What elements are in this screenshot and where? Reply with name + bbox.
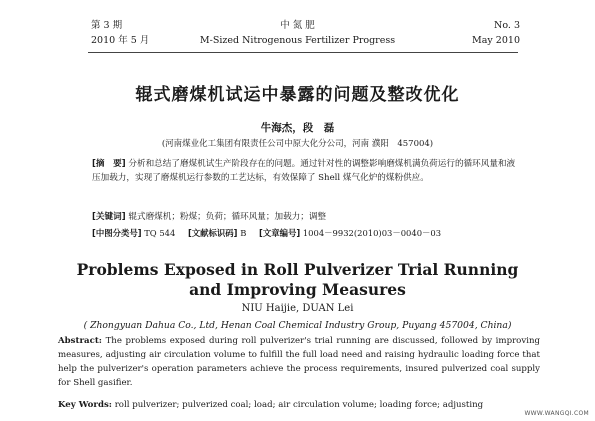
title-en	[0, 260, 595, 300]
title-en-line1: Problems Exposed in Roll Pulverizer Trial Running	[76, 260, 519, 279]
title-cn: 辊式磨煤机试运中暴露的问题及整改优化	[135, 85, 460, 105]
title-en-line2: and Improving Measures	[189, 280, 406, 299]
clc-label: [中图分类号]	[92, 228, 142, 238]
header-rule	[88, 52, 518, 53]
date-en: May 2010	[472, 35, 520, 46]
running-header	[0, 18, 595, 52]
keywords-cn-text: 辊式磨煤机；粉煤；负荷；循环风量；加载力；调整	[128, 212, 327, 222]
keywords-en-text: roll pulverizer; pulverized coal; load; air circulation volume; loading force; adjusting	[114, 400, 484, 410]
abstract-cn-label: [摘 要]	[92, 159, 126, 169]
classification-cn	[92, 227, 532, 240]
abstract-en-label: Abstract:	[58, 336, 102, 346]
abstract-cn	[92, 158, 522, 185]
abstract-cn-text: 分析和总结了磨煤机试生产阶段存在的问题。通过针对性的调整影响磨煤机满负荷运行的循环风量和液压加载力，实现了磨煤机运行参数的工艺达标，有效保障了 Shell 煤气化炉的煤粉供应。	[92, 159, 516, 183]
abstract-en	[58, 334, 540, 390]
issue-cn: 第 3 期	[91, 20, 123, 31]
abstract-en-text: The problems exposed during roll pulverizer's trial running are discussed, followed by improving measures, adjusting air circulation volume to fulfill the full load need and raising hydraulic loading force that help the pulverizer's operation parameters achieve the process requirements, insured pulverized coal supply for Shell gasifier.	[58, 336, 540, 388]
article-no-value: 1004－9932(2010)03－0040－03	[302, 228, 442, 238]
clc-value: TQ 544	[144, 228, 176, 238]
keywords-en-label: Key Words:	[58, 400, 112, 410]
doc-code-label: [文献标识码]	[187, 228, 238, 238]
keywords-cn-label: [关键词]	[92, 212, 126, 222]
doc-code-value: B	[240, 228, 247, 238]
affiliation-cn: (河南煤业化工集团有限责任公司中原大化分公司，河南 濮阳 457004)	[161, 139, 434, 149]
article-no-label: [文章编号]	[259, 228, 301, 238]
keywords-en	[58, 398, 540, 412]
date-cn: 2010 年 5 月	[91, 35, 150, 46]
header-right	[472, 18, 520, 48]
keywords-cn	[92, 211, 522, 224]
watermark: WWW.WANGQI.COM	[524, 410, 589, 417]
affiliation-en: ( Zhongyuan Dahua Co., Ltd, Henan Coal Chemical Industry Group, Puyang 457004, China)	[83, 320, 512, 331]
journal-en: M-Sized Nitrogenous Fertilizer Progress	[199, 35, 396, 46]
issue-en: No. 3	[494, 20, 520, 31]
authors-cn: 牛海杰，段 磊	[260, 122, 335, 134]
journal-cn: 中 氮 肥	[280, 20, 315, 31]
authors-en: NIU Haijie, DUAN Lei	[241, 303, 354, 314]
